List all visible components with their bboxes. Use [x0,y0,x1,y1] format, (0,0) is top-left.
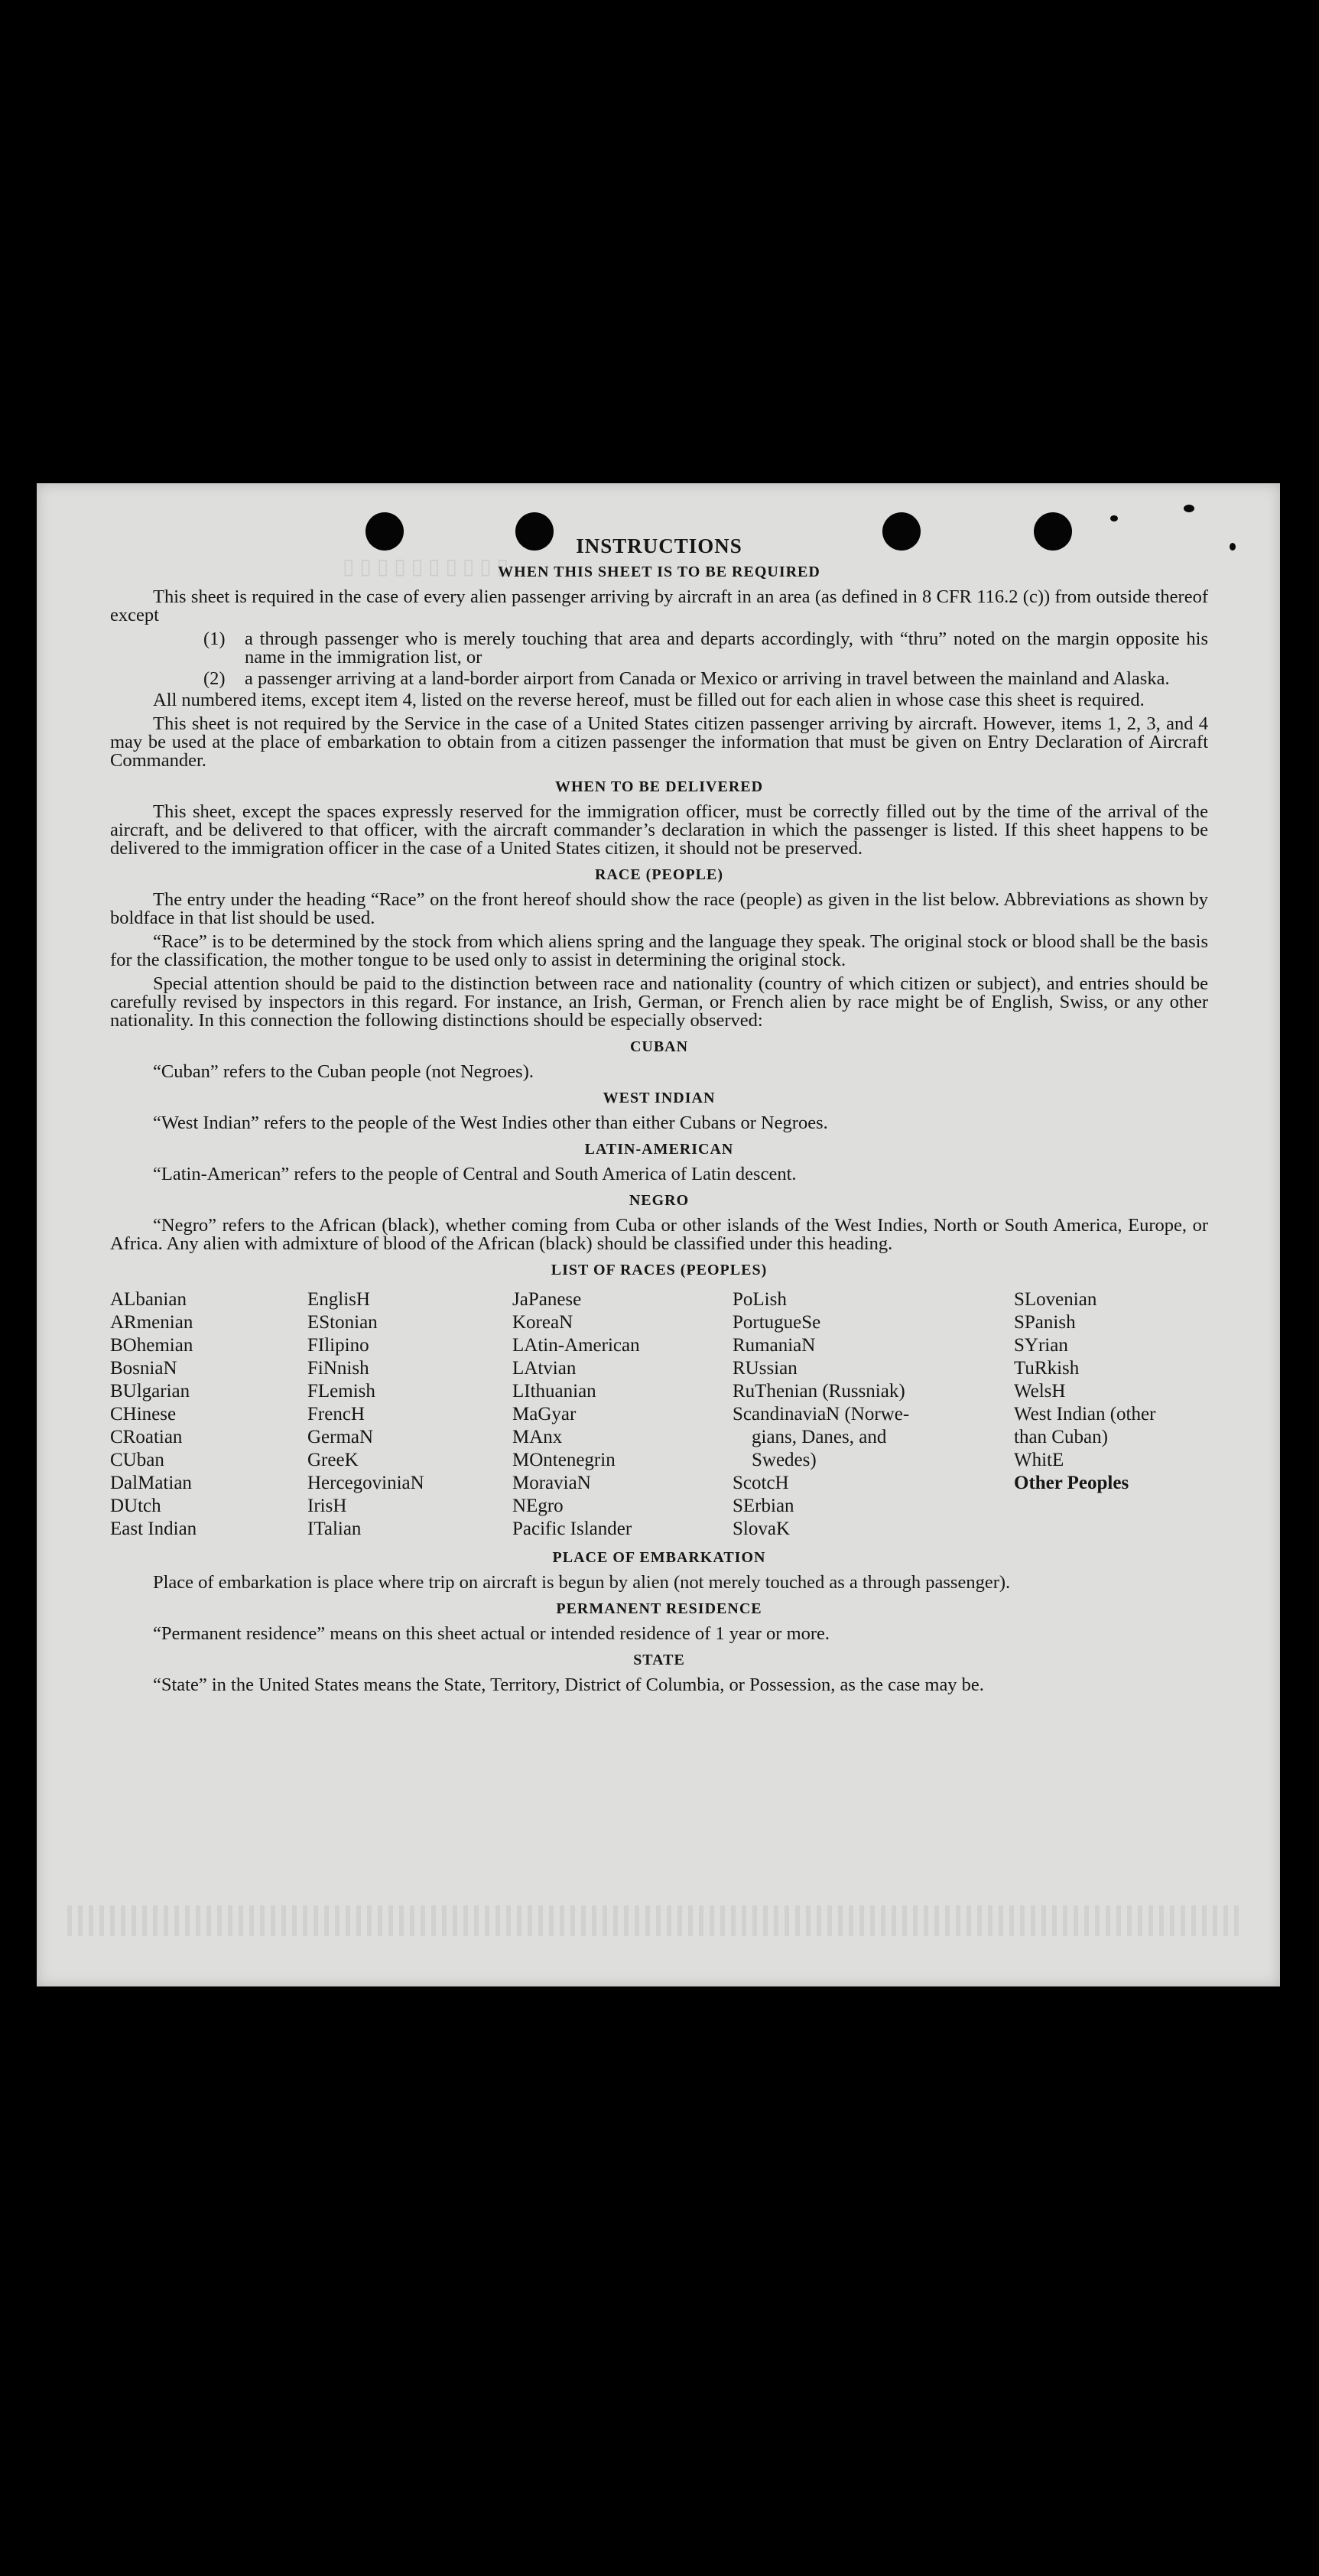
race-column [1014,1288,1208,1541]
race-entry: CHinese [110,1404,177,1424]
race-entry: Swedes) [733,1450,817,1470]
section-heading: CUBAN [629,1038,689,1055]
paragraph: Place of embarkation is place where trip on aircraft is begun by alien (not merely touched as a through passenger). [153,1572,1011,1593]
race-entry: LIthuanian [512,1381,596,1402]
paragraph: The entry under the heading “Race” on the front hereof should show the race (people) as given in the list below. Abbreviations as shown by boldface in that list should be used. [110,889,1208,928]
race-entry: MOntenegrin [512,1450,616,1470]
race-entry: GermaN [307,1427,374,1447]
race-entry: East Indian [110,1519,197,1539]
paragraph: “Race” is to be determined by the stock from which aliens spring and the language they speak. The original stock or blood shall be the basis for the classification, the mother tongue to be used only to assist in determining the original stock. [110,931,1208,970]
race-entry: NEgro [512,1496,564,1516]
race-entry: ITalian [307,1519,362,1539]
race-entry: FrencH [307,1404,365,1424]
race-entry: TuRkish [1014,1358,1080,1379]
race-entry: KoreaN [512,1312,573,1333]
page-title: INSTRUCTIONS [576,534,742,557]
race-entry: than Cuban) [1014,1427,1108,1447]
section-heading: PERMANENT RESIDENCE [556,1600,762,1617]
speck [1110,515,1118,521]
race-entry: ARmenian [110,1312,193,1333]
paragraph: “State” in the United States means the State, Territory, District of Columbia, or Possession, as the case may be. [153,1675,984,1695]
paragraph: “Cuban” refers to the Cuban people (not Negroes). [153,1061,534,1082]
race-entry: CUban [110,1450,164,1470]
paragraph: “Latin-American” refers to the people of Central and South America of Latin descent. [153,1164,797,1184]
section-heading: LIST OF RACES (PEOPLES) [551,1262,768,1278]
race-entry: BUlgarian [110,1381,190,1402]
paragraph: This sheet is not required by the Service in the case of a United States citizen passenger arriving by aircraft. However, items 1, 2, 3, and 4 may be used at the place of embarkation to obtain from a citizen passenger the information that must be given on Entry Declaration of Aircraft Commander. [110,713,1208,771]
race-entry: RumaniaN [733,1335,816,1356]
race-entry: FiNnish [307,1358,369,1379]
race-entry: SPanish [1014,1312,1076,1333]
race-column [307,1288,512,1541]
race-column [733,1288,1014,1541]
document-sheet [37,483,1280,1986]
race-entry: Other Peoples [1014,1473,1129,1493]
instructions-content [110,534,1208,1700]
race-entry: DalMatian [110,1473,192,1493]
item-text: a through passenger who is merely touching that area and departs accordingly, with “thru” noted on the margin opposite his name in the immigration list, or [245,629,1208,668]
race-column [110,1288,307,1541]
race-entry: RUssian [733,1358,798,1379]
race-entry: Pacific Islander [512,1519,632,1539]
race-entry: SLovenian [1014,1289,1097,1310]
race-entry: PortugueSe [733,1312,821,1333]
race-entry: West Indian (other [1014,1404,1156,1424]
race-entry: BosniaN [110,1358,177,1379]
race-entry: PoLish [733,1289,787,1310]
race-entry: SYrian [1014,1335,1068,1356]
race-entry: SErbian [733,1496,794,1516]
section-heading: LATIN-AMERICAN [584,1141,734,1158]
section-heading: NEGRO [629,1192,690,1209]
paragraph: This sheet, except the spaces expressly reserved for the immigration officer, must be correctly filled out by the time of the arrival of the aircraft, and be delivered to that officer, with the aircraft commander’s declaration in which the passenger is listed. If this sheet happens to be delivered to the immigration officer in the case of a United States citizen, it should not be preserved. [110,801,1208,859]
paragraph: Special attention should be paid to the distinction between race and nationality (country of which citizen or subject), and entries should be carefully revised by inspectors in this regard. For instance, an Irish, German, or French alien by race might be of English, Swiss, or any other nationality. In this connection the following distinctions should be especially observed: [110,973,1208,1031]
race-entry: BOhemian [110,1335,193,1356]
speck [1230,543,1236,551]
race-entry: GreeK [307,1450,359,1470]
section-heading: PLACE OF EMBARKATION [552,1549,766,1566]
race-list [110,1288,1208,1541]
race-entry: WelsH [1014,1381,1066,1402]
item-number: (2) [203,668,226,689]
bleed-through-text: ▯ ▯ ▯ ▯ ▯ ▯ ▯ ▯ ▯ ▯ [343,555,509,579]
paragraph: “Permanent residence” means on this sheet actual or intended residence of 1 year or more. [153,1623,830,1644]
race-entry: ScotcH [733,1473,789,1493]
bleed-through-strip [67,1905,1245,1936]
race-entry: LAtvian [512,1358,577,1379]
race-entry: MoraviaN [512,1473,591,1493]
speck [1184,505,1194,512]
race-entry: SlovaK [733,1519,790,1539]
race-entry: MAnx [512,1427,563,1447]
race-entry: CRoatian [110,1427,183,1447]
paragraph: All numbered items, except item 4, listed on the reverse hereof, must be filled out for each alien in whose case this sheet is required. [153,690,1145,710]
section-heading: WEST INDIAN [603,1090,716,1106]
item-text: a passenger arriving at a land-border airport from Canada or Mexico or arriving in travel between the mainland and Alaska. [245,668,1170,689]
race-entry: EnglisH [307,1289,370,1310]
list-item [203,630,1208,667]
race-entry: ScandinaviaN (Norwe- [733,1404,910,1424]
race-entry: MaGyar [512,1404,577,1424]
paragraph: “West Indian” refers to the people of the West Indies other than either Cubans or Negroes. [153,1113,828,1133]
race-entry: ALbanian [110,1289,187,1310]
race-entry: EStonian [307,1312,378,1333]
item-number: (1) [203,629,226,649]
section-heading: WHEN THIS SHEET IS TO BE REQUIRED [498,564,820,580]
race-entry: FLemish [307,1381,375,1402]
race-entry: FIlipino [307,1335,369,1356]
race-entry: HercegoviniaN [307,1473,424,1493]
race-entry: JaPanese [512,1289,582,1310]
section-heading: WHEN TO BE DELIVERED [554,778,764,795]
section-heading: RACE (PEOPLE) [595,866,723,883]
race-entry: RuThenian (Russniak) [733,1381,905,1402]
paragraph: This sheet is required in the case of every alien passenger arriving by aircraft in an area (as defined in 8 CFR 116.2 (c)) from outside thereof except [110,586,1208,625]
race-column [512,1288,733,1541]
race-entry: gians, Danes, and [733,1427,887,1447]
race-entry: DUtch [110,1496,161,1516]
race-entry: IrisH [307,1496,347,1516]
race-entry: WhitE [1014,1450,1064,1470]
section-heading: STATE [633,1652,685,1668]
paragraph: “Negro” refers to the African (black), whether coming from Cuba or other islands of the West Indies, North or South America, Europe, or Africa. Any alien with admixture of blood of the African (black) should be classified under this heading. [110,1215,1208,1254]
race-entry: LAtin-American [512,1335,640,1356]
list-item [203,670,1208,688]
